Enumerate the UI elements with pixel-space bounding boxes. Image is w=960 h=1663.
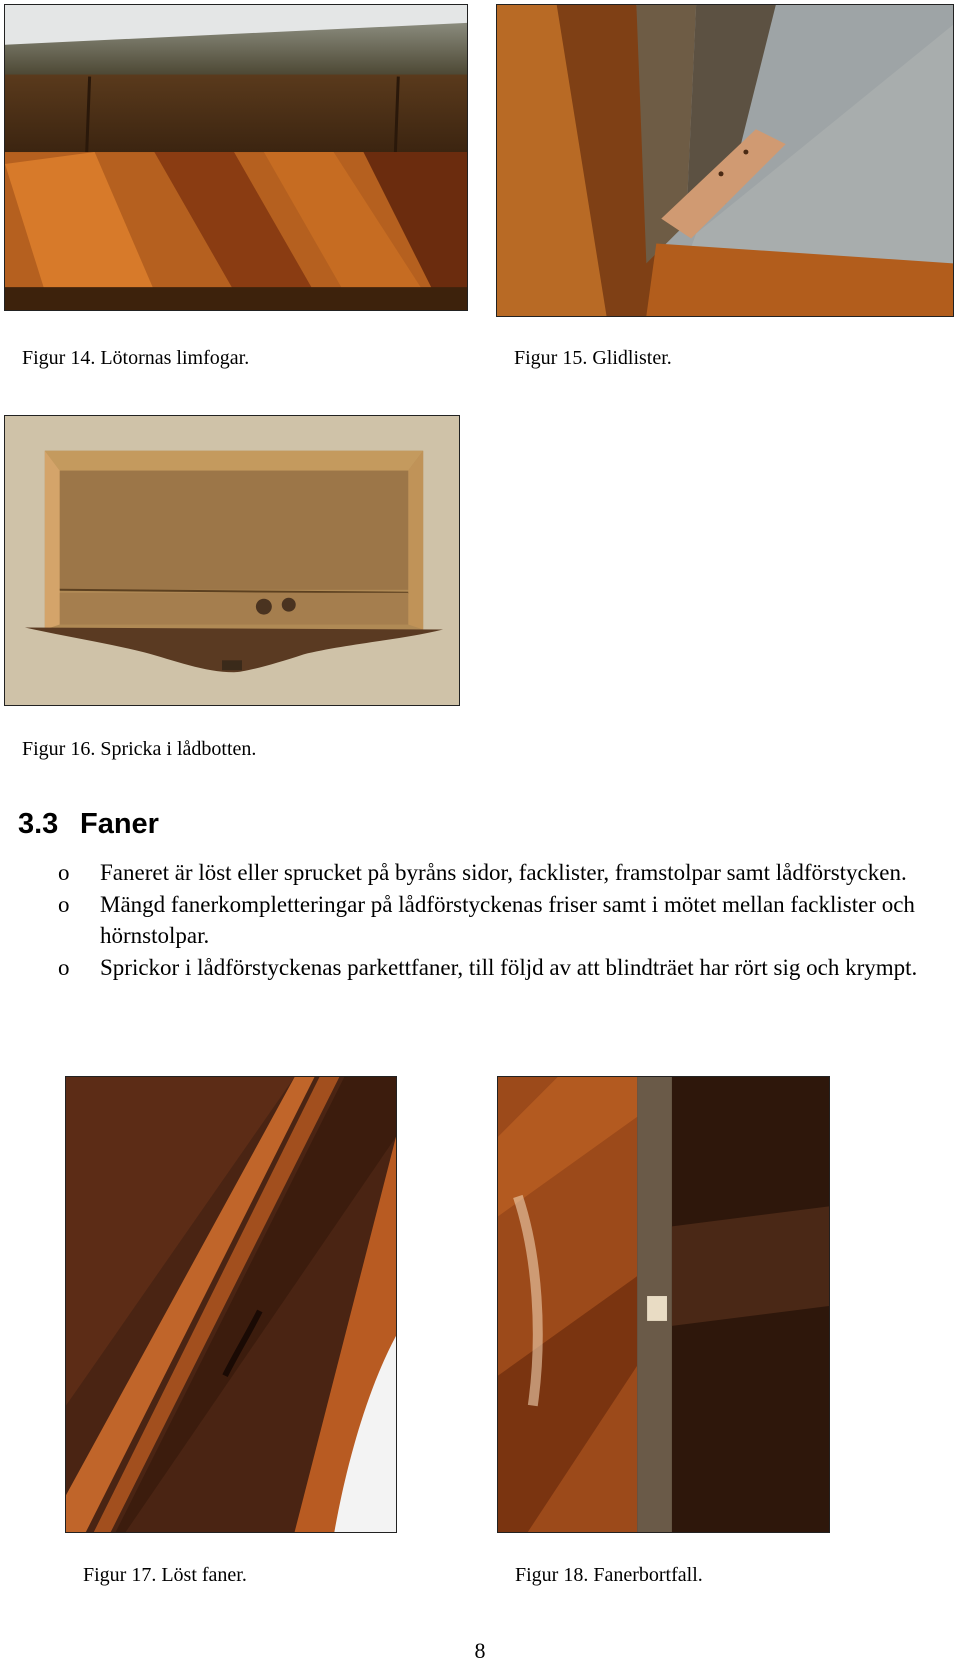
section-number: 3.3 [18,808,59,840]
section-bullet-list [58,857,938,983]
figure-17-image [66,1077,396,1532]
figure-14-image [5,5,467,310]
figure-14-photo [4,4,468,311]
figure-17-caption: Figur 17. Löst faner. [83,1564,247,1586]
figure-15-photo [496,4,954,317]
figure-18-image [498,1077,829,1532]
list-item [58,889,938,951]
figure-15-caption: Figur 15. Glidlister. [514,347,672,369]
figure-16-photo [4,415,460,706]
bullet-marker: o [58,860,70,885]
figure-16-image [5,416,459,705]
figure-18-caption: Figur 18. Fanerbortfall. [515,1564,703,1586]
bullet-text: Mängd fanerkompletteringar på lådförstyckenas friser samt i mötet mellan facklister och hörnstolpar. [100,892,915,948]
figure-18-photo [497,1076,830,1533]
figure-14-caption: Figur 14. Lötornas limfogar. [22,347,250,369]
section-heading [18,810,159,839]
list-item [58,857,938,888]
page-number: 8 [474,1638,486,1663]
figure-15-image [497,5,953,316]
bullet-marker: o [58,892,70,917]
bullet-marker: o [58,955,70,980]
figure-16-caption: Figur 16. Spricka i lådbotten. [22,738,257,760]
bullet-text: Sprickor i lådförstyckenas parkettfaner, till följd av att blindträet har rört sig och krympt. [100,955,918,980]
figure-17-photo [65,1076,397,1533]
list-item [58,952,938,983]
section-title: Faner [80,808,159,840]
bullet-text: Faneret är löst eller sprucket på byråns sidor, facklister, framstolpar samt lådförstycken. [100,860,907,885]
